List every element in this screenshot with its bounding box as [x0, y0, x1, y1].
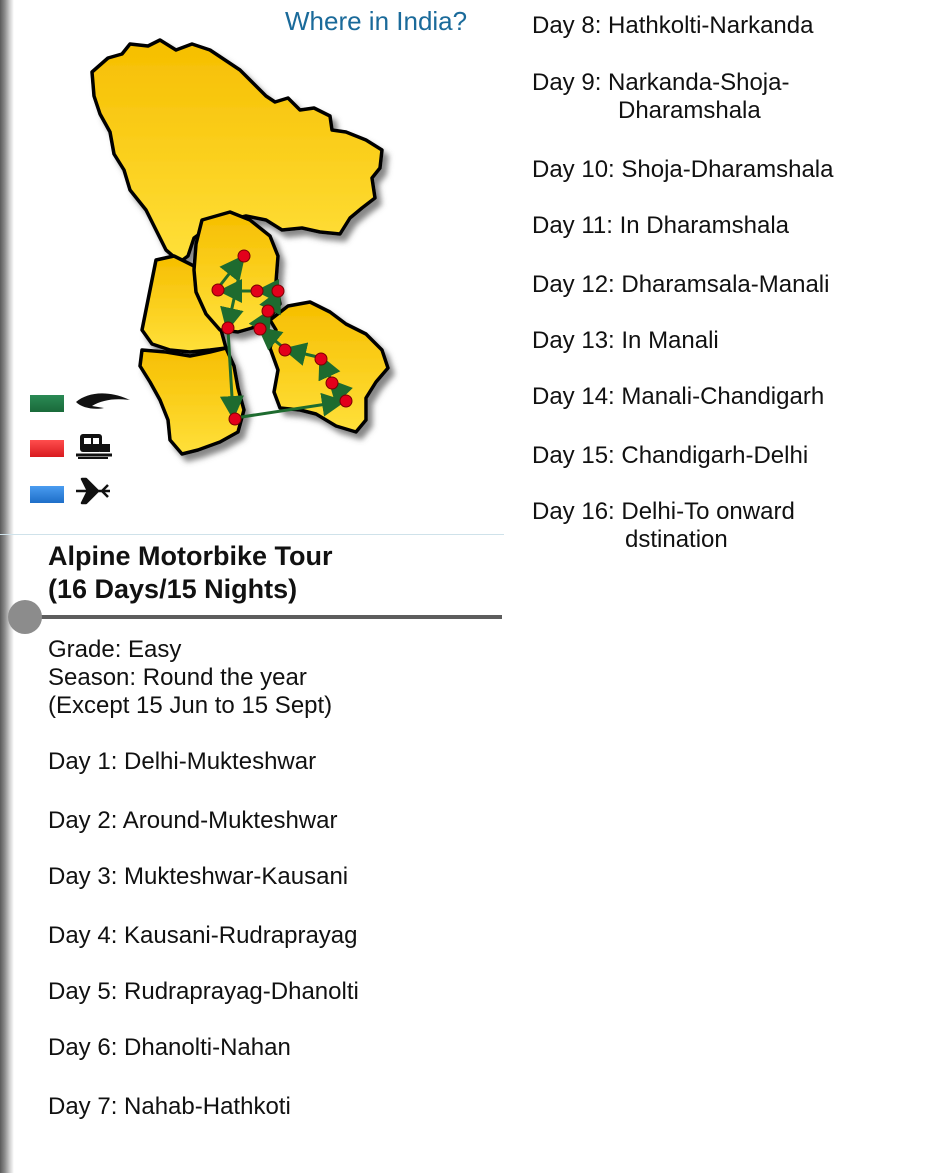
itinerary-day-line: Dharamshala	[618, 97, 761, 124]
tour-title-line1: Alpine Motorbike Tour	[48, 541, 333, 571]
region-haryana	[140, 348, 244, 454]
itinerary-day: Day 3: Mukteshwar-Kausani	[48, 863, 349, 890]
legend-rail	[30, 433, 114, 463]
where-in-india-link[interactable]: Where in India?	[285, 6, 468, 36]
itinerary-day-line: Day 16: Delhi-To onward	[532, 498, 795, 525]
tour-season: Season: Round the year	[48, 664, 307, 691]
legend-swatch-air	[30, 486, 64, 503]
stop-delhi	[229, 413, 241, 425]
tour-info	[48, 636, 332, 720]
itinerary-day: Day 11: In Dharamshala	[532, 212, 790, 239]
title-underline	[24, 615, 502, 619]
tour-title-line2: (16 Days/15 Nights)	[48, 574, 298, 604]
stop-dharamshala	[212, 284, 224, 296]
itinerary-day	[532, 498, 795, 554]
region-uttarakhand	[270, 302, 388, 432]
stop-mukteshwar	[340, 395, 352, 407]
stop-nahan	[254, 323, 266, 335]
stop-shoja	[251, 285, 263, 297]
stop-rudraprayag	[315, 353, 327, 365]
legend-road	[30, 388, 134, 418]
itinerary-day	[532, 69, 789, 125]
itinerary-day: Day 13: In Manali	[532, 327, 719, 354]
stop-kausani	[326, 377, 338, 389]
car-icon	[74, 388, 134, 418]
itinerary-day: Day 6: Dhanolti-Nahan	[48, 1034, 291, 1061]
stop-manali	[238, 250, 250, 262]
stop-dhanolti	[279, 344, 291, 356]
legend-swatch-rail	[30, 440, 64, 457]
stop-chandigarh	[222, 322, 234, 334]
itinerary-day: Day 7: Nahab-Hathkoti	[48, 1093, 291, 1120]
itinerary-day: Day 5: Rudraprayag-Dhanolti	[48, 978, 359, 1005]
train-icon	[74, 430, 114, 466]
itinerary-day: Day 15: Chandigarh-Delhi	[532, 442, 809, 469]
tour-grade: Grade: Easy	[48, 636, 182, 663]
section-divider-thin	[0, 534, 504, 535]
tour-title	[48, 540, 333, 606]
tour-season-note: (Except 15 Jun to 15 Sept)	[48, 692, 333, 719]
itinerary-day: Day 14: Manali-Chandigarh	[532, 383, 825, 410]
legend-swatch-road	[30, 395, 64, 412]
airplane-icon	[74, 476, 114, 512]
itinerary-day: Day 2: Around-Mukteshwar	[48, 807, 338, 834]
itinerary-day-line: dstination	[625, 526, 728, 553]
itinerary-day: Day 1: Delhi-Mukteshwar	[48, 748, 317, 775]
stop-narkanda	[272, 285, 284, 297]
stop-hathkoti	[262, 305, 274, 317]
itinerary-day: Day 8: Hathkolti-Narkanda	[532, 12, 814, 39]
divider-knob	[8, 600, 42, 634]
legend-air	[30, 479, 114, 509]
itinerary-day-line: Day 9: Narkanda-Shoja-	[532, 69, 790, 96]
page-edge-shadow	[0, 0, 14, 1173]
itinerary-day: Day 10: Shoja-Dharamshala	[532, 156, 834, 183]
itinerary-day: Day 12: Dharamsala-Manali	[532, 271, 830, 298]
itinerary-day: Day 4: Kausani-Rudraprayag	[48, 922, 358, 949]
